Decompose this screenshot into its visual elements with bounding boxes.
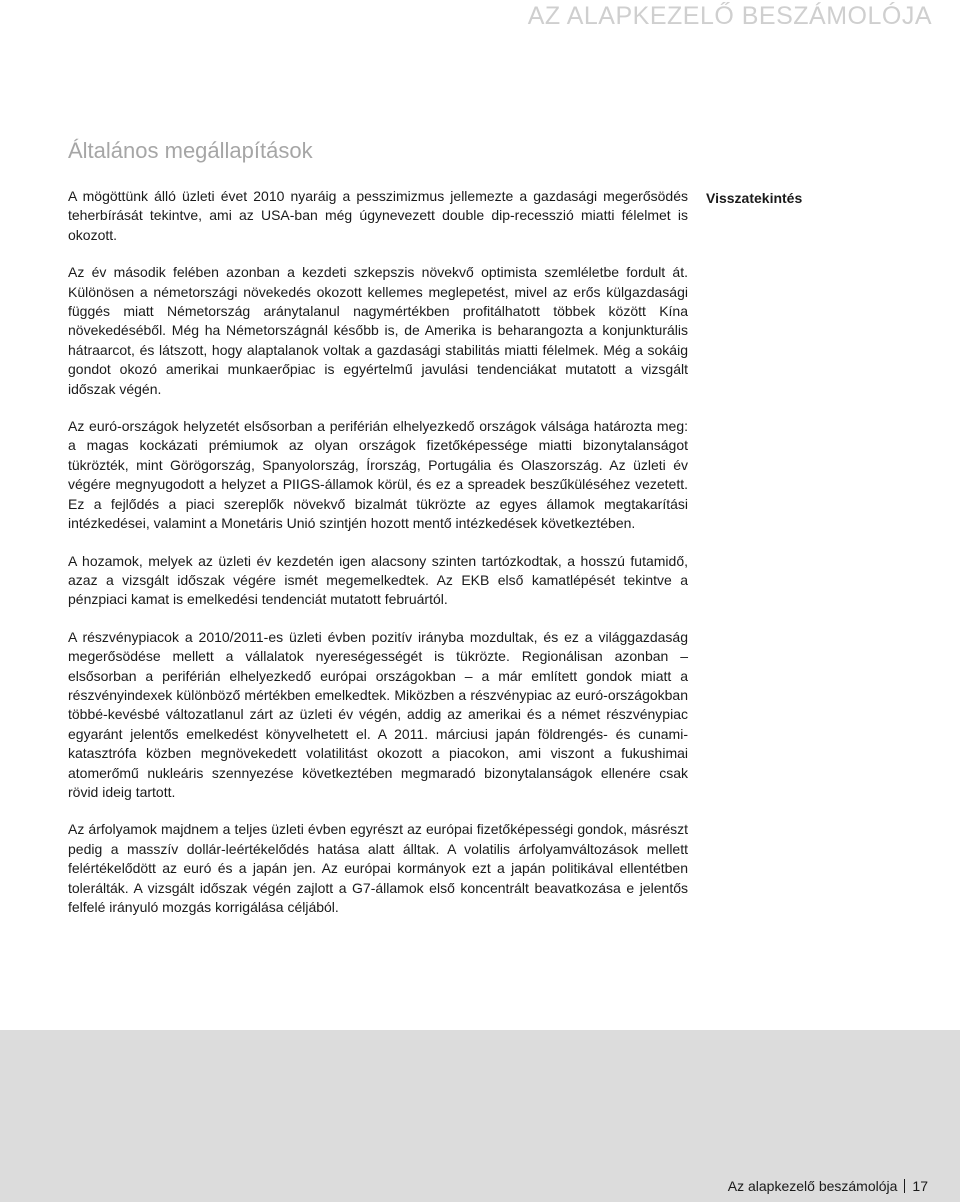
footer-separator [904, 1179, 905, 1193]
running-header: AZ ALAPKEZELŐ BESZÁMOLÓJA [527, 2, 932, 30]
paragraph: A hozamok, melyek az üzleti év kezdetén igen alacsony szinten tartózkodtak, a hosszú futamidő, azaz a vizsgált időszak végére ismét megemelkedtek. Az EKB első kamatlépését tekintve a pénzpiaci kamat is emelkedési tendenciát mutatott februártól. [68, 552, 688, 608]
paragraph: A mögöttünk álló üzleti évet 2010 nyaráig a pesszimizmus jellemezte a gazdasági megerősödés teherbírását tekintve, ami az USA-ban még úgynevezett double dip-recesszió miatti félelmet is okozott. [68, 188, 688, 243]
body-text [68, 187, 688, 935]
section-title: Általános megállapítások [68, 138, 313, 163]
paragraph: Az év második felében azonban a kezdeti szkepszis növekvő optimista szemléletbe fordult át. Különösen a németországi növekedés okozott kellemes meglepetést, mivel az erős külgazdasági függés miatt Németország aránytalanul nagymértékben profitálhatott többek között Kína növekedéséből. Még ha Németországnál később is, de Amerika is beharangozta a konjunkturális hátraarcot, és látszott, hogy alaptalanok voltak a gazdasági stabilitás miatti félelmek. Még a sokáig gondot okozó amerikai munkaerőpiac is egyértelmű javulási tendenciákat mutatott a vizsgált időszak végén. [68, 264, 688, 397]
paragraph: A részvénypiacok a 2010/2011-es üzleti évben pozitív irányba mozdultak, és ez a világgazdaság megerősödése mellett a vállalatok nyereségességét is tükrözte. Regionálisan azonban – elsősorban a periférián elhelyezkedő európai országokban – a már említett gondok miatt a részvényindexek különböző mértékben emelkedtek. Miközben a részvénypiac az euró-országokban többé-kevésbé változatlanul zárt az üzleti év végén, addig az amerikai és a német részvénypiac egyaránt jelentős emelkedést könyvelhetett el. A 2011. márciusi japán földrengés- és cunami-katasztrófa közben megnövekedett volatilitást okozott a piacokon, ami viszont a fukushimai atomerőmű nukleáris szennyezése következtében megmaradó bizonytalanságok ellenére csak rövid ideig tartott. [68, 628, 688, 800]
page-number: 17 [912, 1178, 928, 1194]
paragraph: Az árfolyamok majdnem a teljes üzleti évben egyrészt az európai fizetőképességi gondok, másrészt pedig a masszív dollár-leértékelődés hatása alatt álltak. A volatilis árfolyamváltozások mellett felértékelődött az euró és a japán jen. Az európai kormányok ezt a japán politikával ellentétben tolerálták. A vizsgált időszak végén zajlott a G7-államok első koncentrált beavatkozása e jelentős felfelé irányuló mozgás korrigálása céljából. [68, 821, 688, 915]
paragraph: Az euró-országok helyzetét elsősorban a periférián elhelyezkedő országok válsága határozta meg: a magas kockázati prémiumok az olyan országok fizetőképessége miatti bizonytalanságot tükrözték, mint Görögország, Spanyolország, Írország, Portugália és Olaszország. Az üzleti év végére megnyugodott a helyzet a PIIGS-államok körül, és ez a spreadek beszűküléséhez vezetett. Ez a fejlődés a piaci szereplők növekvő bizalmát tükrözte az egyes államok megtakarítási intézkedései, valamint a Monetáris Unió szintjén hozott mentő intézkedések következtében. [68, 418, 688, 532]
page-footer [728, 1178, 928, 1194]
footer-band [0, 1030, 960, 1202]
footer-label: Az alapkezelő beszámolója [727, 1178, 898, 1194]
side-note-label: Visszatekintés [706, 190, 803, 206]
